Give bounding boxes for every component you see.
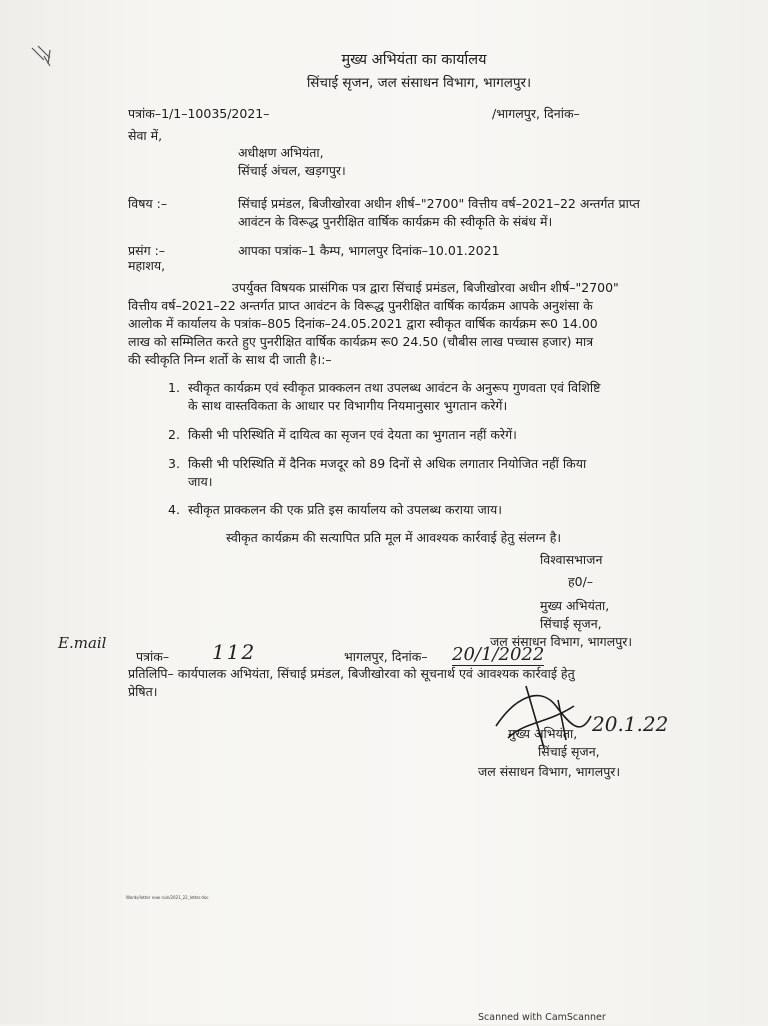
letter-number: पत्रांक–1/1–10035/2021– xyxy=(128,106,270,121)
email-annotation: E.mail xyxy=(58,634,107,652)
signature-date: 20.1.22 xyxy=(592,712,669,736)
copy-letter-label: पत्रांक– xyxy=(136,649,170,664)
body-line-4: लाख को सम्मिलित करते हुए पुनरीक्षित वार्षिक कार्यक्रम रू0 24.50 (चौबीस लाख पच्चास हजार) मात्र xyxy=(128,334,594,349)
signatory-designation: मुख्य अभियंता, xyxy=(540,598,610,613)
signatory-2-department: जल संसाधन विभाग, भागलपुर। xyxy=(478,764,621,779)
body-line-1: उपर्युक्त विषयक प्रासंगिक पत्र द्वारा सिंचाई प्रमंडल, बिजीखोरवा अधीन शीर्ष–"2700" xyxy=(232,280,619,295)
context-label: प्रसंग :– xyxy=(128,243,166,258)
condition-text: किसी भी परिस्थिति में दायित्व का सृजन एवं देयता का भुगतान नहीं करेगें। xyxy=(188,427,517,442)
yours-faithfully: विश्वासभाजन xyxy=(540,552,603,567)
corner-scribble xyxy=(30,44,70,74)
signatory-2-designation: मुख्य अभियंता, xyxy=(508,726,578,741)
condition-text: के साथ वास्तविकता के आधार पर विभागीय नियमानुसार भुगतान करेगें। xyxy=(188,398,508,413)
copy-recipient-line-1: प्रतिलिपि– कार्यपालक अभियंता, सिंचाई प्रमंडल, बिजीखोरवा को सूचनार्थ एवं आवश्यक कार्रवाई हेतु xyxy=(128,666,575,681)
file-path-note: Words/letter new rule/2021_22_letter.doc xyxy=(126,895,209,900)
signatory-unit: सिंचाई सृजन, xyxy=(540,616,602,631)
enclosure-note: स्वीकृत कार्यक्रम की सत्यापित प्रति मूल में आवश्यक कार्रवाई हेतु संलग्न है। xyxy=(226,530,562,545)
copy-date: 20/1/2022 xyxy=(452,644,545,665)
to-label: सेवा में, xyxy=(128,128,163,143)
body-line-2: वित्तीय वर्ष–2021–22 अन्तर्गत प्राप्त आवंटन के विरूद्ध पुनरीक्षित वार्षिक कार्यक्रम आपके अनुशंसा के xyxy=(128,298,593,313)
signed-mark: ह0/– xyxy=(568,574,594,589)
copy-recipient-line-2: प्रेषित। xyxy=(128,684,158,699)
condition-text: किसी भी परिस्थिति में दैनिक मजदूर को 89 दिनों से अधिक लगातार नियोजित नहीं किया xyxy=(188,456,587,471)
addressee-line-2: सिंचाई अंचल, खड़गपुर। xyxy=(238,163,346,178)
context-text: आपका पत्रांक–1 कैम्प, भागलपुर दिनांक–10.01.2021 xyxy=(238,243,500,258)
signatory-2-unit: सिंचाई सृजन, xyxy=(538,744,600,759)
office-heading: मुख्य अभियंता का कार्यालय xyxy=(341,52,487,68)
addressee-line-1: अधीक्षण अभियंता, xyxy=(238,145,324,160)
subject-line-2: आवंटन के विरूद्ध पुनरीक्षित वार्षिक कार्यक्रम की स्वीकृति के संबंध में। xyxy=(238,214,553,229)
scanner-footer: Scanned with CamScanner xyxy=(478,1012,606,1023)
copy-letter-number: 112 xyxy=(212,640,257,664)
department-heading: सिंचाई सृजन, जल संसाधन विभाग, भागलपुर। xyxy=(306,75,532,91)
body-line-5: की स्वीकृति निम्न शर्तो के साथ दी जाती है।:– xyxy=(128,352,332,367)
signatory-department: जल संसाधन विभाग, भागलपुर। xyxy=(490,634,633,649)
salutation: महाशय, xyxy=(128,258,166,273)
copy-place-date: भागलपुर, दिनांक– xyxy=(344,649,428,664)
condition-number: 4. xyxy=(168,502,180,517)
place-date: /भागलपुर, दिनांक– xyxy=(492,106,580,121)
condition-text: स्वीकृत प्राक्कलन की एक प्रति इस कार्यालय को उपलब्ध कराया जाय। xyxy=(188,502,502,517)
subject-label: विषय :– xyxy=(128,196,168,211)
condition-text: स्वीकृत कार्यक्रम एवं स्वीकृत प्राक्कलन तथा उपलब्ध आवंटन के अनुरूप गुणवता एवं विशिष्टि xyxy=(188,380,601,395)
subject-line-1: सिंचाई प्रमंडल, बिजीखोरवा अधीन शीर्ष–"2700" वित्तीय वर्ष–2021–22 अन्तर्गत प्राप्त xyxy=(238,196,640,211)
condition-number: 3. xyxy=(168,456,180,471)
condition-number: 1. xyxy=(168,380,180,395)
condition-text: जाय। xyxy=(188,474,213,489)
body-line-3: आलोक में कार्यालय के पत्रांक–805 दिनांक–24.05.2021 द्वारा स्वीकृत वार्षिक कार्यक्रम रू0 14.00 xyxy=(128,316,598,331)
condition-number: 2. xyxy=(168,427,180,442)
